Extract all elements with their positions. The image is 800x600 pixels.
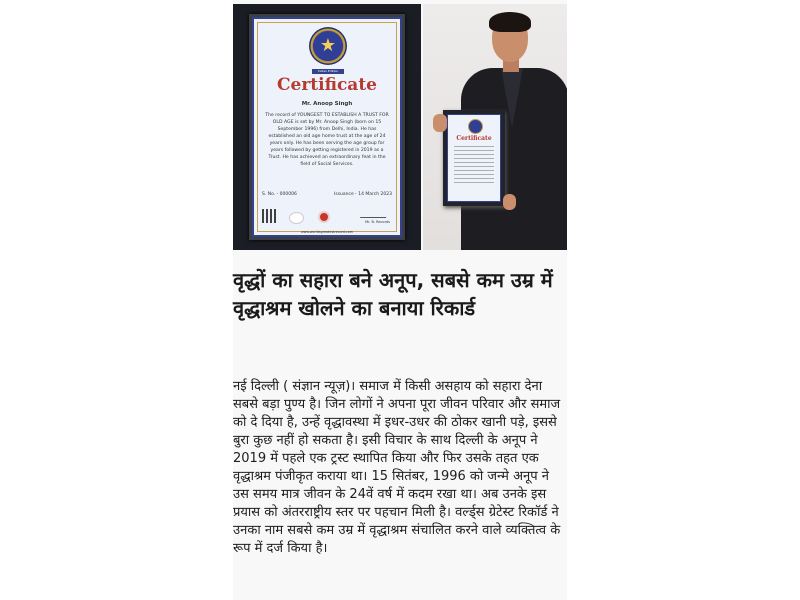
person-hair bbox=[489, 12, 531, 32]
certificate-serial: S. No. - 000006 bbox=[262, 192, 297, 197]
star-logo-icon: ★ bbox=[309, 27, 347, 65]
held-certificate-text bbox=[454, 146, 494, 184]
certificate-photo bbox=[233, 4, 421, 250]
signature bbox=[360, 207, 390, 218]
signature-label: Mr. B. Records bbox=[365, 220, 390, 224]
certificate-body: The record of YOUNGEST TO ESTABLISH A TRUST FOR OLD AGE is set by Mr. Anoop Singh (born on 15 September 1996) from Delhi, India. He has established an old age home trust at the age of 24 years only. He has been serving the age group for years followed by getting registered in 2019 as a Trust. He has achieved an extraordinary feat in the field of Social Services. bbox=[265, 113, 389, 167]
person-hand-left bbox=[433, 114, 447, 132]
held-logo-icon bbox=[468, 119, 483, 134]
news-article bbox=[233, 0, 567, 600]
stamp-icon bbox=[318, 211, 330, 223]
certificate-frame bbox=[249, 14, 405, 240]
certificate bbox=[252, 17, 402, 237]
article-body: नई दिल्ली ( संज्ञान न्यूज़)। समाज में किसी असहाय को सहारा देना सबसे बड़ा पुण्य है। जिन लोगों ने अपना पूरा जीवन परिवार और समाज को दे दिया है, उन्हें वृद्धावस्था में इधर-उधर की ठोकर खानी पड़े, इससे बुरा कुछ नहीं हो सकता है। इसी विचार के साथ दिल्ली के अनूप ने 2019 में पहले एक ट्रस्ट स्थापित किया और फिर उसके तहत एक वृद्धाश्रम पंजीकृत कराया था। 15 सितंबर, 1996 को जन्मे अनूप ने उस समय मात्र जीवन के 24वें वर्ष में कदम रखा था। अब उनके इस प्रयास को अंतरराष्ट्रीय स्तर पर पहचान मिली है। वर्ल्ड्स ग्रेटेस्ट रिकॉर्ड ने उनका नाम सबसे कम उम्र में वृद्धाश्रम संचालित करने वाले व्यक्तित्व के रूप में दर्ज किया है। bbox=[233, 379, 561, 556]
certificate-website: www.worldsgreatestrecord.com bbox=[300, 230, 353, 234]
certificate-issuance: Issuance - 14 March 2023 bbox=[334, 192, 392, 197]
article-photos bbox=[233, 4, 567, 250]
seal-icon bbox=[289, 212, 304, 224]
qr-code-icon bbox=[262, 209, 276, 223]
certificate-title: Certificate bbox=[276, 75, 377, 95]
held-certificate-paper bbox=[447, 114, 501, 202]
person-hand-right bbox=[503, 194, 516, 210]
certificate-recipient: Mr. Anoop Singh bbox=[301, 101, 353, 107]
certificate-edition: Indian Edition bbox=[312, 69, 344, 74]
held-certificate-title: Certificate bbox=[456, 135, 492, 142]
held-certificate bbox=[443, 110, 505, 206]
article-headline: वृद्धों का सहारा बने अनूप, सबसे कम उम्र में वृद्धाश्रम खोलने का बनाया रिकार्ड bbox=[233, 268, 553, 320]
person-photo bbox=[423, 4, 567, 250]
